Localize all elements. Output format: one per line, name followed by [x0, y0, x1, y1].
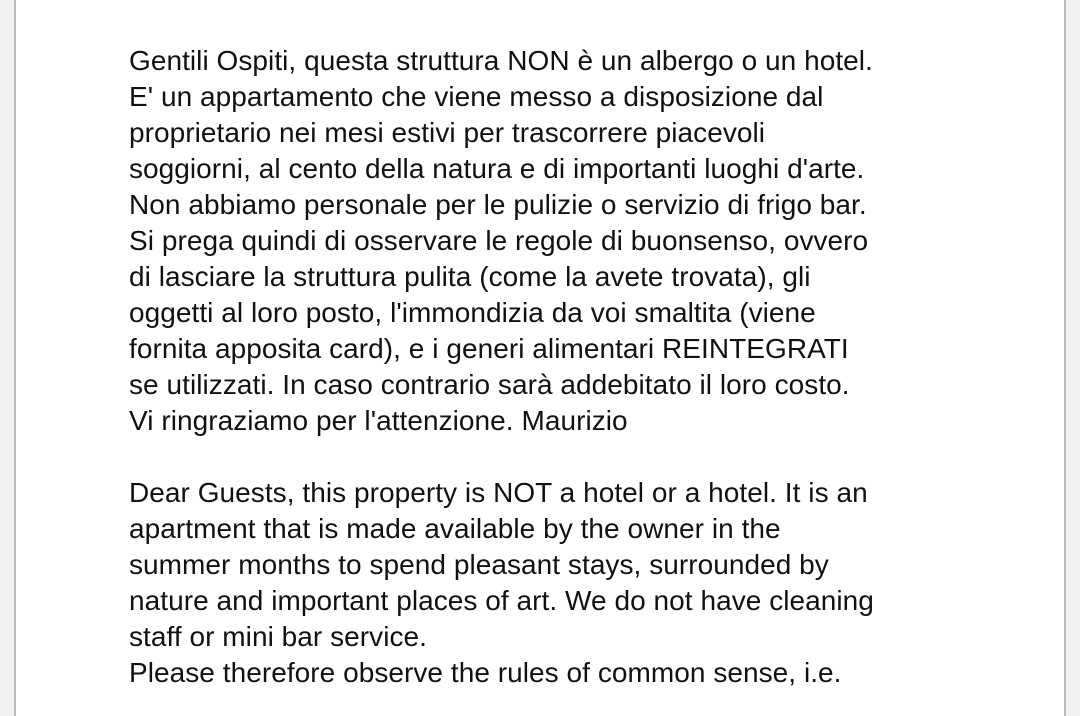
text-line: E' un appartamento che viene messo a disposizione dal	[129, 81, 824, 112]
text-line: Si prega quindi di osservare le regole di buonsenso, ovvero	[129, 225, 869, 256]
paragraph-gap	[129, 439, 1069, 475]
text-line: di lasciare la struttura pulita (come la avete trovata), gli	[129, 261, 811, 292]
text-line: Dear Guests, this property is NOT a hotel or a hotel. It is an	[129, 477, 868, 508]
text-line: Gentili Ospiti, questa struttura NON è un albergo o un hotel.	[129, 45, 873, 76]
text-line: oggetti al loro posto, l'immondizia da voi smaltita (viene	[129, 297, 816, 328]
text-line: staff or mini bar service.	[129, 621, 427, 652]
text-line: proprietario nei mesi estivi per trascorrere piacevoli	[129, 117, 766, 148]
text-line: Vi ringraziamo per l'attenzione. Maurizio	[129, 405, 628, 436]
text-line: apartment that is made available by the owner in the	[129, 513, 781, 544]
text-line: Non abbiamo personale per le pulizie o servizio di frigo bar.	[129, 189, 867, 220]
text-line: soggiorni, al cento della natura e di importanti luoghi d'arte.	[129, 153, 865, 184]
document-text	[129, 43, 1069, 691]
text-line: summer months to spend pleasant stays, surrounded by	[129, 549, 829, 580]
text-line: nature and important places of art. We do not have cleaning	[129, 585, 874, 616]
text-line: fornita apposita card), e i generi alimentari REINTEGRATI	[129, 333, 849, 364]
text-line: se utilizzati. In caso contrario sarà addebitato il loro costo.	[129, 369, 850, 400]
text-line: Please therefore observe the rules of common sense, i.e.	[129, 657, 842, 688]
document-page	[14, 0, 1066, 716]
